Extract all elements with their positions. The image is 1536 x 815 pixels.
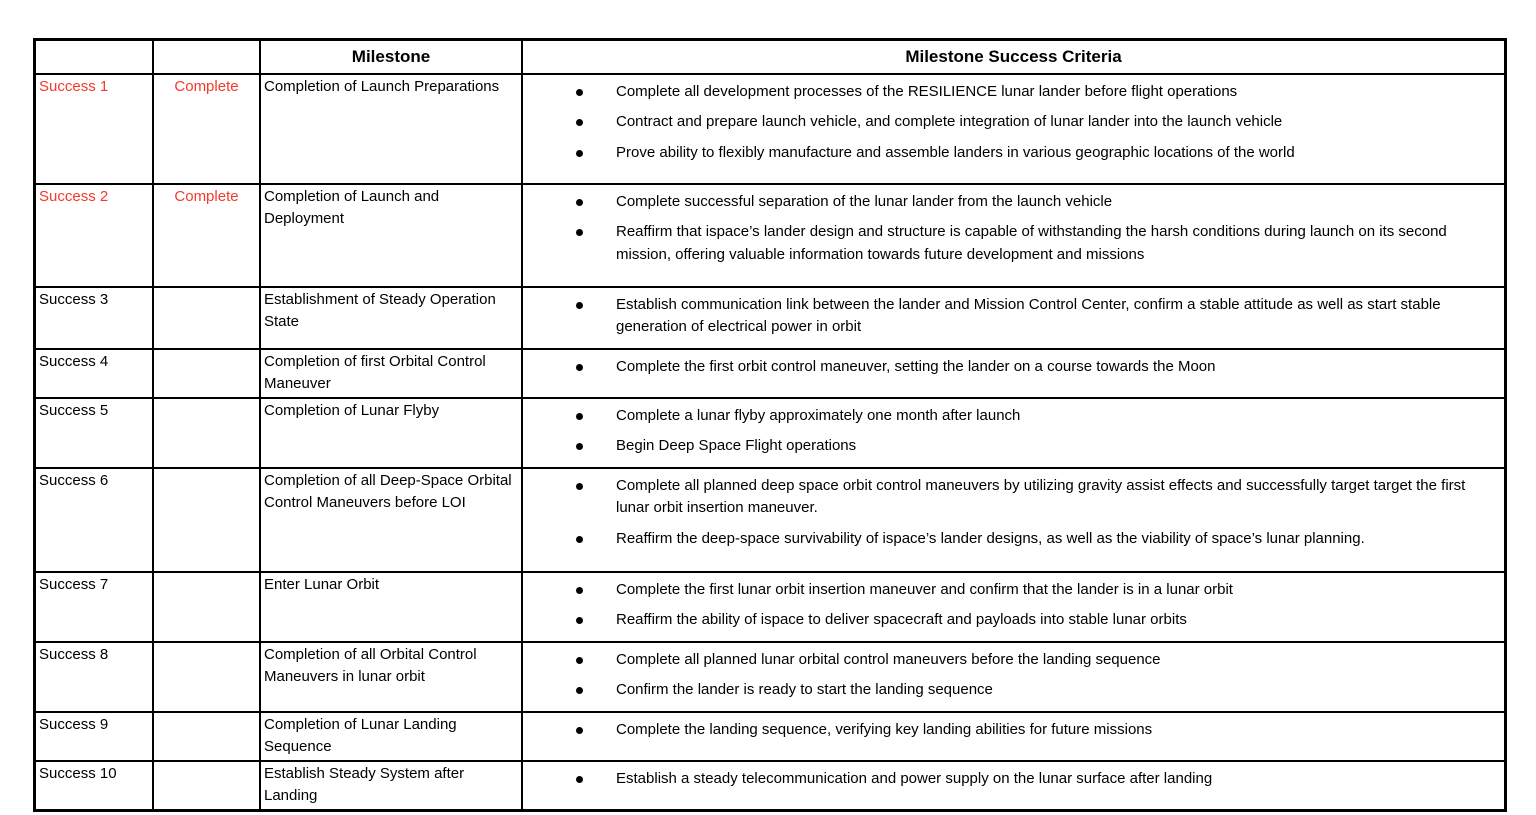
status-badge: Complete <box>153 74 260 184</box>
criteria-list <box>526 81 1501 165</box>
criteria-cell <box>522 398 1505 468</box>
criteria-list <box>526 405 1501 458</box>
milestone-name: Completion of Lunar Landing Sequence <box>260 712 522 761</box>
table-header-row <box>35 40 1505 74</box>
criteria-item: Establish a steady telecommunication and power supply on the lunar surface after landing <box>526 768 1501 791</box>
criteria-list <box>526 356 1501 379</box>
milestone-table <box>33 38 1507 812</box>
milestone-name: Enter Lunar Orbit <box>260 572 522 642</box>
status-badge: Complete <box>153 184 260 287</box>
criteria-item: Begin Deep Space Flight operations <box>526 435 1501 458</box>
header-success-column <box>35 40 153 74</box>
status-badge <box>153 287 260 349</box>
status-badge <box>153 642 260 712</box>
criteria-item: Complete all planned lunar orbital control maneuvers before the landing sequence <box>526 649 1501 672</box>
criteria-item: Reaffirm that ispace’s lander design and structure is capable of withstanding the harsh conditions during launch on its second mission, offering valuable information towards future development and missions <box>526 221 1501 266</box>
success-id: Success 4 <box>35 349 153 398</box>
table-row-success-1 <box>35 74 1505 184</box>
success-id: Success 8 <box>35 642 153 712</box>
success-id: Success 2 <box>35 184 153 287</box>
table-row-success-7 <box>35 572 1505 642</box>
milestone-name: Completion of Lunar Flyby <box>260 398 522 468</box>
status-badge <box>153 761 260 810</box>
criteria-item: Contract and prepare launch vehicle, and complete integration of lunar lander into the launch vehicle <box>526 111 1501 134</box>
status-badge <box>153 349 260 398</box>
success-id: Success 5 <box>35 398 153 468</box>
criteria-cell <box>522 184 1505 287</box>
criteria-list <box>526 719 1501 742</box>
criteria-item: Complete all planned deep space orbit control maneuvers by utilizing gravity assist effects and successfully target target the first lunar orbit insertion maneuver. <box>526 475 1501 520</box>
success-id: Success 6 <box>35 468 153 572</box>
milestone-name: Completion of Launch and Deployment <box>260 184 522 287</box>
criteria-item: Establish communication link between the lander and Mission Control Center, confirm a stable attitude as well as start stable generation of electrical power in orbit <box>526 294 1501 339</box>
table-row-success-2 <box>35 184 1505 287</box>
status-badge <box>153 398 260 468</box>
table-row-success-6 <box>35 468 1505 572</box>
success-id: Success 10 <box>35 761 153 810</box>
criteria-item: Complete successful separation of the lunar lander from the launch vehicle <box>526 191 1501 214</box>
criteria-cell <box>522 642 1505 712</box>
criteria-cell <box>522 712 1505 761</box>
criteria-list <box>526 294 1501 339</box>
criteria-item: Reaffirm the deep-space survivability of ispace’s lander designs, as well as the viability of space’s lunar planning. <box>526 528 1501 551</box>
milestone-name: Completion of first Orbital Control Maneuver <box>260 349 522 398</box>
criteria-item: Complete a lunar flyby approximately one month after launch <box>526 405 1501 428</box>
criteria-item: Complete all development processes of the RESILIENCE lunar lander before flight operations <box>526 81 1501 104</box>
criteria-list <box>526 475 1501 551</box>
criteria-item: Complete the landing sequence, verifying key landing abilities for future missions <box>526 719 1501 742</box>
header-milestone: Milestone <box>260 40 522 74</box>
criteria-list <box>526 649 1501 702</box>
table-row-success-5 <box>35 398 1505 468</box>
criteria-item: Complete the first lunar orbit insertion maneuver and confirm that the lander is in a lunar orbit <box>526 579 1501 602</box>
success-id: Success 7 <box>35 572 153 642</box>
criteria-cell <box>522 74 1505 184</box>
success-id: Success 9 <box>35 712 153 761</box>
criteria-list <box>526 191 1501 267</box>
header-status-column <box>153 40 260 74</box>
table-row-success-4 <box>35 349 1505 398</box>
criteria-item: Confirm the lander is ready to start the landing sequence <box>526 679 1501 702</box>
criteria-cell <box>522 572 1505 642</box>
status-badge <box>153 572 260 642</box>
milestone-name: Establishment of Steady Operation State <box>260 287 522 349</box>
status-badge <box>153 468 260 572</box>
table-row-success-9 <box>35 712 1505 761</box>
criteria-cell <box>522 761 1505 810</box>
criteria-item: Reaffirm the ability of ispace to deliver spacecraft and payloads into stable lunar orbits <box>526 609 1501 632</box>
success-id: Success 1 <box>35 74 153 184</box>
criteria-item: Prove ability to flexibly manufacture and assemble landers in various geographic locations of the world <box>526 142 1501 165</box>
header-criteria: Milestone Success Criteria <box>522 40 1505 74</box>
criteria-cell <box>522 468 1505 572</box>
table-row-success-3 <box>35 287 1505 349</box>
milestone-name: Completion of all Orbital Control Maneuvers in lunar orbit <box>260 642 522 712</box>
criteria-cell <box>522 287 1505 349</box>
table-row-success-8 <box>35 642 1505 712</box>
milestone-name: Completion of Launch Preparations <box>260 74 522 184</box>
milestone-name: Establish Steady System after Landing <box>260 761 522 810</box>
criteria-cell <box>522 349 1505 398</box>
status-badge <box>153 712 260 761</box>
milestone-name: Completion of all Deep-Space Orbital Control Maneuvers before LOI <box>260 468 522 572</box>
table-row-success-10 <box>35 761 1505 810</box>
criteria-item: Complete the first orbit control maneuver, setting the lander on a course towards the Moon <box>526 356 1501 379</box>
success-id: Success 3 <box>35 287 153 349</box>
criteria-list <box>526 768 1501 791</box>
criteria-list <box>526 579 1501 632</box>
